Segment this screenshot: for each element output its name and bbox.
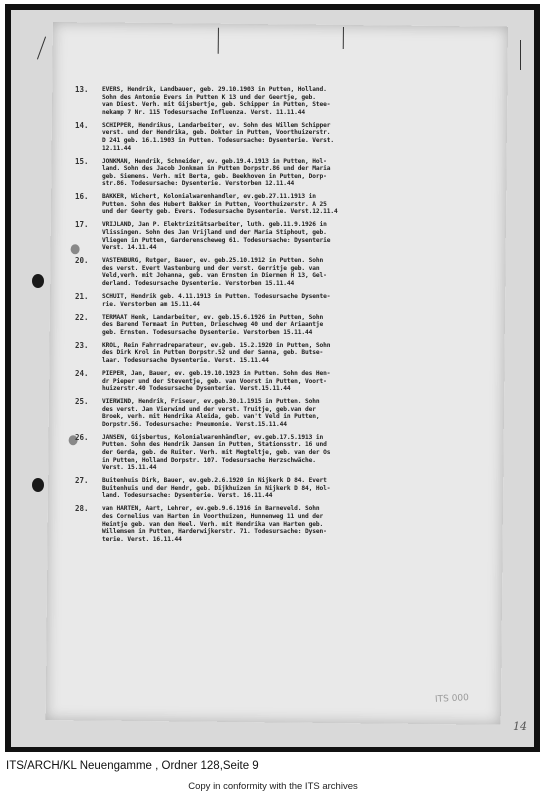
- entry-number: 22.: [75, 312, 89, 322]
- record-entry: [75, 398, 495, 428]
- record-entry: [75, 86, 495, 116]
- record-entry: [75, 193, 495, 216]
- entry-text: VASTENBURG, Rutger, Bauer, ev. geb.25.10.1912 in Putten. Sohn des verst. Evert Vastenburg und der verst. Gerritje geb. van Veld,verh. mit Johanna, geb. van Ernsten in Diermen H 13, Gel- derland. Todesursache Dysenterie. Verstorben 15.11.44: [102, 257, 327, 288]
- entry-number: 25.: [75, 397, 89, 407]
- record-entry: [75, 221, 495, 251]
- record-entry: [75, 122, 495, 152]
- record-entry: [75, 257, 495, 287]
- entry-text: Buitenhuis Dirk, Bauer, ev.geb.2.6.1920 in Nijkerk D 84. Evert Buitenhuis und der Hendr, geb. Dijkhuizen in Nijkerk D 84, Hol- land. Todesursache: Dysenterie. Verst. 16.11.44: [102, 477, 331, 500]
- entry-text: TERMAAT Henk, Landarbeiter, ev. geb.15.6.1926 in Putten, Sohn des Barend Termaat in Putten, Drieschweg 40 und der Ariaantje geb. Ernsten. Todesursache Dysenterie. Verstorben 15.11.44: [102, 313, 324, 336]
- entry-text: BAKKER, Wichert, Kolonialwarenhandler, ev.geb.27.11.1913 in Putten. Sohn des Hubert Bakker in Putten, Voorthuizerstr. A 25 und der Geerty geb. Evers. Todesursache Dysenterie. Verst.12.11.4: [102, 193, 338, 216]
- entry-text: SCHIPPER, Hendrikus, Landarbeiter, ev. Sohn des Willem Schipper verst. und der Hendrika, geb. Dokter in Putten, Voorthuizerstr. D 241 geb. 16.1.1903 in Putten. Todesursache: Dysenterie. Verst. 12.11.44: [102, 121, 335, 152]
- scan-frame: [5, 4, 540, 752]
- archive-caption: ITS/ARCH/KL Neuengamme , Ordner 128,Seite 9: [6, 760, 259, 772]
- entry-text: VRIJLAND, Jan P. Elektrizitätsarbeiter, luth. geb.11.9.1926 in Vlissingen. Sohn des Jan Vrijland und der Maria Stiphout, geb. Vliegen in Putten, Garderenscheweg 61. Todesursache: Dysenterie Verst. 14.11.44: [102, 221, 331, 252]
- entry-text: KROL, Rein Fahrradreparateur, ev.geb. 15.2.1920 in Putten, Sohn des Dirk Krol in Putten Dorpstr.52 und der Sanna, geb. Butse- laar. Todesursache Dysenterie. Verst. 15.11.44: [102, 341, 331, 364]
- entry-text: van HARTEN, Aart, Lehrer, ev.geb.9.6.1916 in Barneveld. Sohn des Cornelius van Harten in Voorthuizen, Hunnenweg 11 und der Heintje geb. van den Heel. Verh. mit Hendrika van Harten geb. Willemsen in Putten, Harderwijkerstr. 71. Todesursache: Dysen- terie. Verst. 16.11.44: [102, 505, 327, 543]
- entry-number: 15.: [75, 156, 89, 166]
- entry-number: 13.: [75, 85, 89, 94]
- record-entry: [75, 505, 495, 543]
- archive-stamp: ITS 000: [434, 693, 470, 705]
- death-record-list: [75, 86, 495, 549]
- entry-number: 24.: [75, 368, 89, 378]
- entry-text: VIERWIND, Hendrik, Friseur, ev.geb.30.1.1915 in Putten. Sohn des verst. Jan Vierwind und der verst. Truitje, geb.van der Broek, verh. mit Hendrika Aleida, geb. van't Veld in Putten, Dorpstr.56. Todesursache: Pneumonie. Verst.15.11.44: [102, 398, 320, 428]
- entry-text: JANSEN, Gijsbertus, Kolonialwarenhändler, ev.geb.17.5.1913 in Putten. Sohn des Hendrik Jansen in Putten, Stationsstr. 16 und der Gerda, geb. de Ruiter. Verh. mit Megteltje, geb. van der Os in Putten, Holland Dorpstr. 107. Todesursache Herzschwäche. Verst. 15.11.44: [102, 433, 331, 472]
- record-entry: [75, 293, 495, 308]
- entry-number: 20.: [75, 256, 89, 266]
- entry-text: PIEPER, Jan, Bauer, ev. geb.19.10.1923 in Putten. Sohn des Hen- dr Pieper und der Steventje, geb. van Voorst in Putten, Voort- huizerstr.40 Todesursache Dysenterie. Verst.15.11.44: [102, 369, 331, 393]
- entry-number: 21.: [75, 292, 89, 301]
- entry-number: 14.: [75, 120, 89, 130]
- entry-number: 16.: [75, 192, 89, 202]
- entry-number: 28.: [75, 504, 89, 514]
- handwritten-page-number: 14: [513, 720, 527, 733]
- entry-number: 23.: [75, 340, 89, 350]
- scan-mark: [520, 40, 521, 70]
- entry-text: SCHUIT, Hendrik geb. 4.11.1913 in Putten. Todesursache Dysente- rie. Verstorben am 15.11.44: [102, 293, 331, 308]
- record-entry: [75, 158, 495, 188]
- entry-number: 26.: [75, 432, 89, 442]
- record-entry: [75, 370, 495, 393]
- entry-text: JONKMAN, Hendrik, Schneider, ev. geb.19.4.1913 in Putten, Hol- land. Sohn des Jacob Jonkman in Putten Dorpstr.86 und der Maria geb. Siemens. Verh. mit Berta, geb. Beekhoven in Putten, Dorp- str.86. Todesursache: Dysenterie. Verstorben 12.11.44: [102, 157, 331, 188]
- record-entry: [75, 342, 495, 365]
- scan-mark: [218, 28, 219, 54]
- record-entry: [75, 314, 495, 337]
- entry-number: 27.: [75, 476, 89, 486]
- record-entry: [75, 477, 495, 500]
- punch-hole: [32, 478, 44, 492]
- entry-text: EVERS, Hendrik, Landbauer, geb. 29.10.1903 in Putten, Holland. Sohn des Antonie Evers in Putten K 13 und der Geertje, geb. van Diest. Verh. mit Gijsbertje, geb. Schipper in Putten, Stee- nekamp 7 Nr. 115 Todesursache Influenza. Verst. 11.11.44: [102, 86, 331, 116]
- record-entry: [75, 434, 495, 472]
- scan-mark: [343, 27, 344, 49]
- entry-number: 17.: [75, 220, 89, 230]
- punch-hole: [32, 274, 44, 288]
- copy-conformity-note: Copy in conformity with the ITS archives: [188, 781, 358, 792]
